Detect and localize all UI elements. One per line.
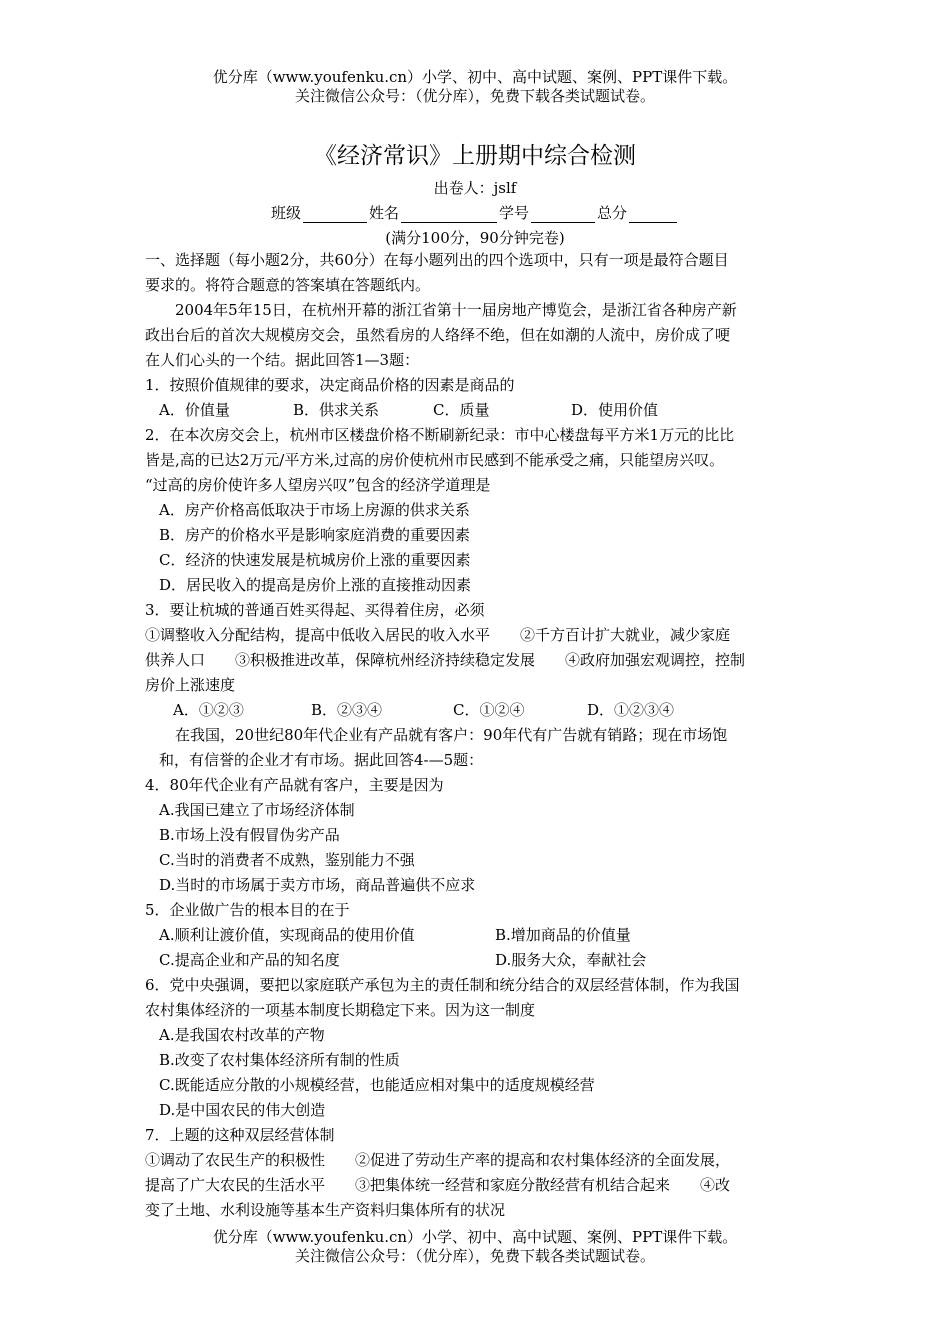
q6-line-2: 农村集体经济的一项基本制度长期稳定下来。因为这一制度 <box>145 1001 536 1019</box>
q6-option-c: C.既能适应分散的小规模经营，也能适应相对集中的适度规模经营 <box>159 1076 595 1094</box>
q4-option-a: A.我国已建立了市场经济体制 <box>159 801 355 819</box>
q1-option-b: B．供求关系 <box>293 401 380 419</box>
q1-option-d: D．使用价值 <box>571 401 659 419</box>
header-line-1: 优分库（www.youfenku.cn）小学、初中、高中试题、案例、PPT课件下载。 <box>212 68 738 86</box>
q1-option-a: A．价值量 <box>159 401 230 419</box>
q7-line-3: 变了土地、水利设施等基本生产资料归集体所有的状况 <box>145 1201 506 1219</box>
number-label: 学号 <box>499 204 530 222</box>
q2-line-1: 2．在本次房交会上，杭州市区楼盘价格不断刷新纪录：市中心楼盘每平方米1万元的比比 <box>145 426 735 444</box>
q6-option-d: D.是中国农民的伟大创造 <box>159 1101 326 1119</box>
class-label: 班级 <box>270 204 301 222</box>
class-blank <box>303 206 367 223</box>
q5-option-d: D.服务大众，奉献社会 <box>495 951 647 969</box>
q7-line-1: ①调动了农民生产的积极性 ②促进了劳动生产率的提高和农村集体经济的全面发展， <box>145 1151 731 1169</box>
q2-option-a: A．房产价格高低取决于市场上房源的供求关系 <box>159 501 470 519</box>
q4-option-b: B.市场上没有假冒伪劣产品 <box>159 826 340 844</box>
name-blank <box>401 206 497 223</box>
q3-options <box>145 698 810 723</box>
q1-option-c: C．质量 <box>433 401 490 419</box>
q6-option-b: B.改变了农村集体经济所有制的性质 <box>159 1051 400 1069</box>
q2-line-2: 皆是,高的已达2万元/平方米,过高的房价使杭州市民感到不能承受之痛，只能望房兴叹。 <box>145 451 725 469</box>
q6-line-1: 6．党中央强调，要把以家庭联产承包为主的责任制和统分结合的双层经营体制，作为我国 <box>145 976 740 994</box>
q5-option-b: B.增加商品的价值量 <box>495 926 631 944</box>
q3-option-b: B．②③④ <box>311 701 383 719</box>
section-1-line-1: 一、选择题（每小题2分，共60分）在每小题列出的四个选项中，只有一项是最符合题目 <box>145 251 729 269</box>
name-label: 姓名 <box>368 204 399 222</box>
page-title: 《经济常识》上册期中综合检测 <box>314 143 636 169</box>
passage-2-line-1: 在我国，20世纪80年代企业有产品就有客户：90年代有广告就有销路；现在市场饱 <box>175 726 728 744</box>
footer-line-1: 优分库（www.youfenku.cn）小学、初中、高中试题、案例、PPT课件下载。 <box>212 1228 738 1246</box>
q2-option-b: B．房产的价格水平是影响家庭消费的重要因素 <box>159 526 471 544</box>
q3-line-3: 房价上涨速度 <box>145 676 236 694</box>
author-line: 出卷人：jslf <box>433 179 517 197</box>
section-1-line-2: 要求的。将符合题意的答案填在答题纸内。 <box>145 276 431 294</box>
q4-option-c: C.当时的消费者不成熟，鉴别能力不强 <box>159 851 415 869</box>
q3-option-d: D．①②③④ <box>587 701 675 719</box>
q2-option-c: C．经济的快速发展是杭城房价上涨的重要因素 <box>159 551 471 569</box>
q4-stem: 4．80年代企业有产品就有客户，主要是因为 <box>145 776 444 794</box>
number-blank <box>531 206 595 223</box>
passage-1-line-1: 2004年5年15日，在杭州开幕的浙江省第十一届房地产博览会，是浙江省各种房产新 <box>175 301 737 319</box>
footer-line-2: 关注微信公众号：（优分库），免费下载各类试题试卷。 <box>294 1247 655 1265</box>
header-line-2: 关注微信公众号：（优分库），免费下载各类试题试卷。 <box>294 87 655 105</box>
q3-line-1: ①调整收入分配结构，提高中低收入居民的收入水平 ②千方百计扩大就业，减少家庭 <box>145 626 731 644</box>
q2-option-d: D．居民收入的提高是房价上涨的直接推动因素 <box>159 576 472 594</box>
q7-line-2: 提高了广大农民的生活水平 ③把集体统一经营和家庭分散经营有机结合起来 ④改 <box>145 1176 731 1194</box>
q7-stem: 7．上题的这种双层经营体制 <box>145 1126 335 1144</box>
q5-option-c: C.提高企业和产品的知名度 <box>159 951 340 969</box>
q5-option-a: A.顺利让渡价值，实现商品的使用价值 <box>159 926 415 944</box>
q3-stem: 3．要让杭城的普通百姓买得起、买得着住房，必须 <box>145 601 485 619</box>
q1-options <box>145 398 810 423</box>
total-label: 总分 <box>597 204 628 222</box>
passage-1-line-2: 政出台后的首次大规模房交会，虽然看房的人络绎不绝，但在如潮的人流中，房价成了哽 <box>145 326 731 344</box>
q4-option-d: D.当时的市场属于卖方市场，商品普遍供不应求 <box>159 876 476 894</box>
q5-options-row-1 <box>145 923 810 948</box>
exam-body <box>145 248 810 1223</box>
q3-option-a: A．①②③ <box>173 701 244 719</box>
total-blank <box>629 206 677 223</box>
passage-2-line-2: 和，有信誉的企业才有市场。据此回答4-—5题： <box>159 751 484 769</box>
q3-option-c: C．①②④ <box>453 701 525 719</box>
q6-option-a: A.是我国农村改革的产物 <box>159 1026 325 1044</box>
score-note: (满分100分，90分钟完卷) <box>385 229 565 247</box>
student-info-row <box>0 202 950 223</box>
passage-1-line-3: 在人们心头的一个结。据此回答1—3题： <box>145 351 420 369</box>
q3-line-2: 供养人口 ③积极推进改革，保障杭州经济持续稳定发展 ④政府加强宏观调控，控制 <box>145 651 746 669</box>
q1-stem: 1．按照价值规律的要求，决定商品价格的因素是商品的 <box>145 376 515 394</box>
q5-stem: 5．企业做广告的根本目的在于 <box>145 901 350 919</box>
q2-line-3: “过高的房价使许多人望房兴叹”包含的经济学道理是 <box>145 476 491 494</box>
q5-options-row-2 <box>145 948 810 973</box>
